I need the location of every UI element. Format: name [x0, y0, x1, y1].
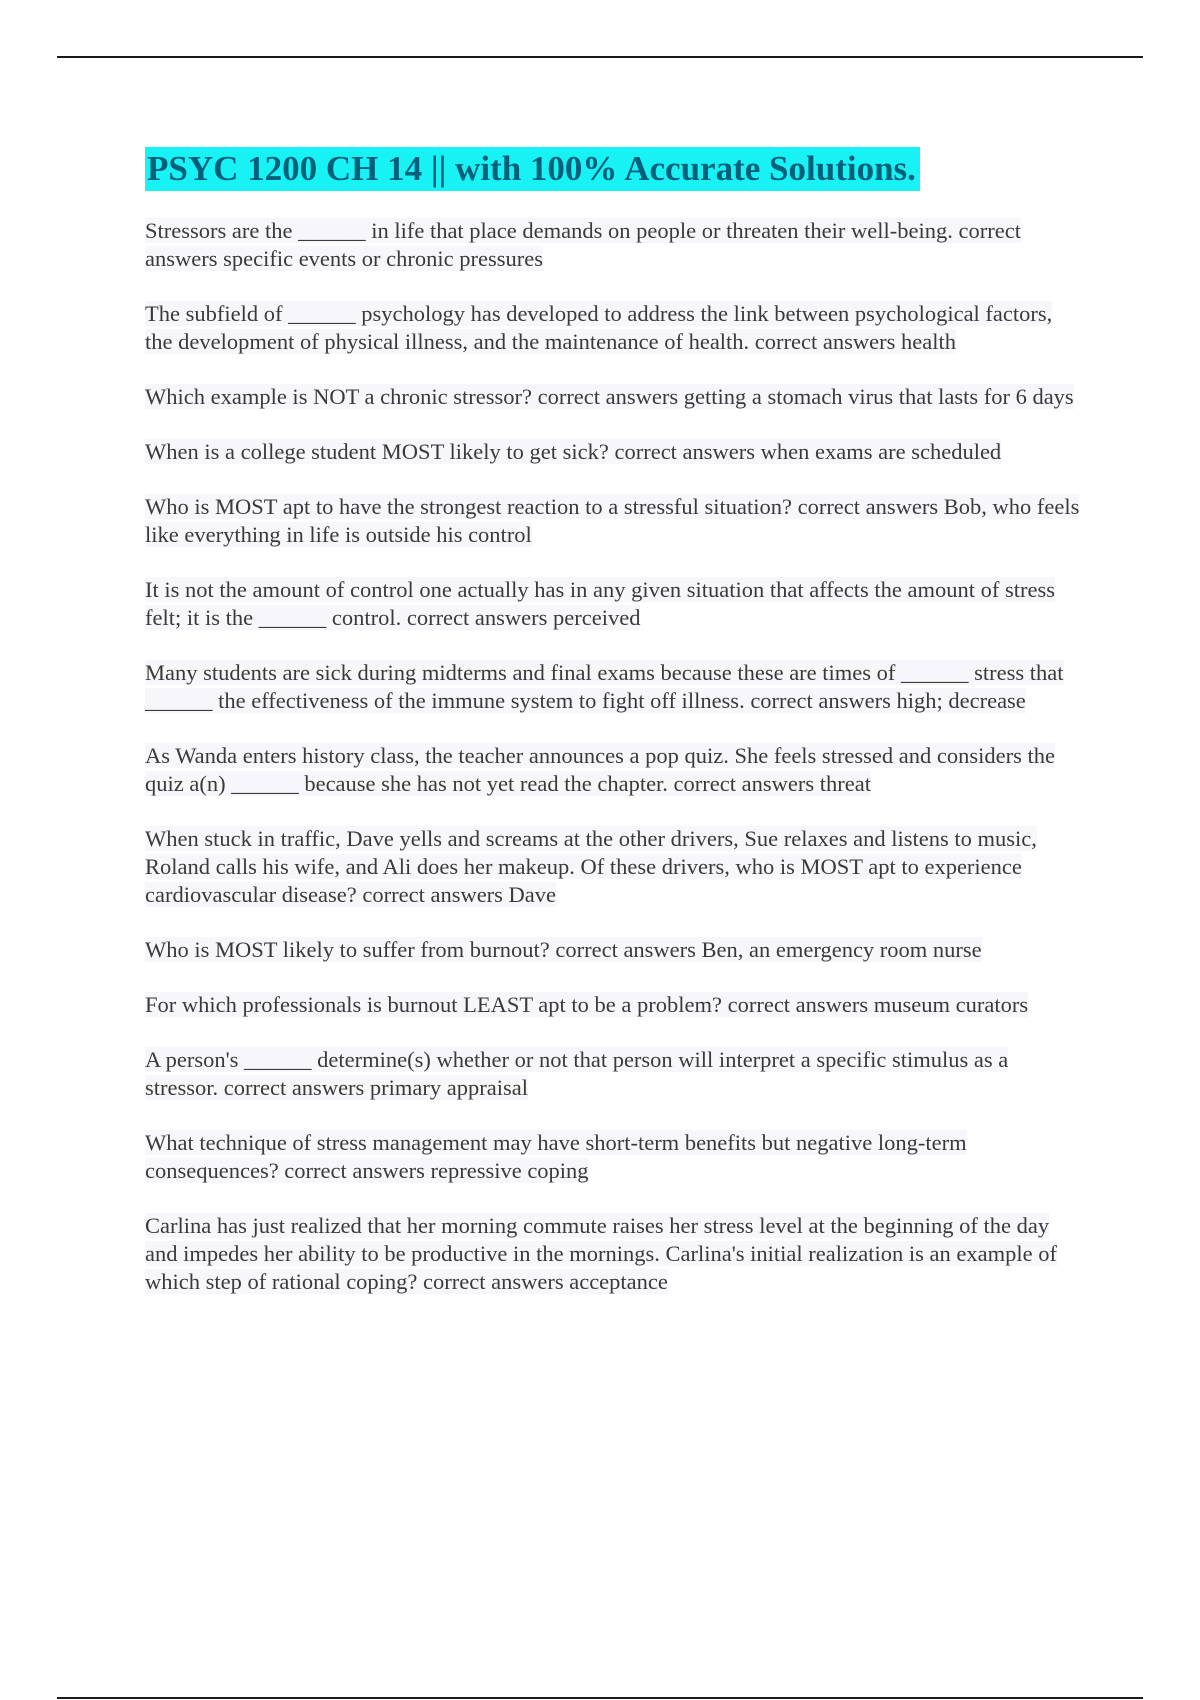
- bottom-rule: [57, 1697, 1143, 1699]
- qa-item: The subfield of ______ psychology has developed to address the link between psychological factors, the development of physical illness, and the maintenance of health. correct answers health: [145, 301, 1053, 354]
- qa-list: [145, 217, 1080, 1296]
- qa-item: Stressors are the ______ in life that place demands on people or threaten their well-being. correct answers specific events or chronic pressures: [145, 218, 1021, 271]
- qa-item: Carlina has just realized that her morning commute raises her stress level at the beginning of the day and impedes her ability to be productive in the mornings. Carlina's initial realization is an example of which step of rational coping? correct answers acceptance: [145, 1213, 1057, 1294]
- qa-item: What technique of stress management may have short-term benefits but negative long-term consequences? correct answers repressive coping: [145, 1130, 967, 1183]
- qa-item: Who is MOST apt to have the strongest reaction to a stressful situation? correct answers Bob, who feels like everything in life is outside his control: [145, 494, 1080, 547]
- document-body: [145, 147, 1080, 1323]
- qa-item: A person's ______ determine(s) whether or not that person will interpret a specific stimulus as a stressor. correct answers primary appraisal: [145, 1047, 1009, 1100]
- qa-item: When stuck in traffic, Dave yells and screams at the other drivers, Sue relaxes and listens to music, Roland calls his wife, and Ali does her makeup. Of these drivers, who is MOST apt to experience cardiovascular disease? correct answers Dave: [145, 826, 1037, 907]
- qa-item: It is not the amount of control one actually has in any given situation that affects the amount of stress felt; it is the ______ control. correct answers perceived: [145, 577, 1055, 630]
- document-title: PSYC 1200 CH 14 || with 100% Accurate Solutions.: [145, 147, 920, 191]
- qa-item: Many students are sick during midterms and final exams because these are times of ______ stress that ______ the effectiveness of the immune system to fight off illness. correct answers high; decrease: [145, 660, 1064, 713]
- qa-item: When is a college student MOST likely to get sick? correct answers when exams are scheduled: [145, 439, 1002, 464]
- qa-item: Who is MOST likely to suffer from burnout? correct answers Ben, an emergency room nurse: [145, 937, 982, 962]
- top-rule: [57, 56, 1143, 58]
- qa-item: As Wanda enters history class, the teacher announces a pop quiz. She feels stressed and considers the quiz a(n) ______ because she has not yet read the chapter. correct answers threat: [145, 743, 1055, 796]
- qa-item: For which professionals is burnout LEAST apt to be a problem? correct answers museum curators: [145, 992, 1029, 1017]
- qa-item: Which example is NOT a chronic stressor? correct answers getting a stomach virus that lasts for 6 days: [145, 384, 1074, 409]
